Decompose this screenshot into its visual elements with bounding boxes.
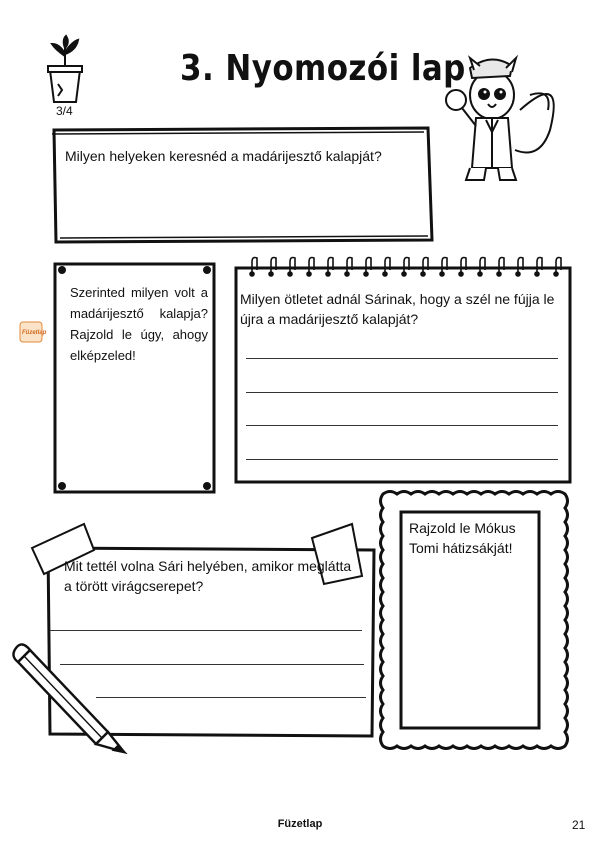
answer-line <box>246 358 558 359</box>
notebook-hole <box>326 272 330 276</box>
page-number: 21 <box>572 818 586 832</box>
notebook-hole <box>402 272 406 276</box>
logo-text: Füzetlap <box>22 330 47 336</box>
question-5: Rajzold le Mókus Tomi hátizsákját! <box>409 520 516 556</box>
notebook-hole <box>250 272 254 276</box>
notebook-hole <box>497 272 501 276</box>
notebook-hole <box>440 272 444 276</box>
notebook-hole <box>307 272 311 276</box>
question-1: Milyen helyeken keresnéd a madárijesztő kalapját? <box>65 148 382 164</box>
notebook-hole <box>554 272 558 276</box>
answer-line <box>96 697 366 698</box>
answer-line <box>60 664 364 665</box>
question-4: Mit tettél volna Sári helyében, amikor meglátta a törött virágcserepet? <box>64 558 352 594</box>
notebook-hole <box>478 272 482 276</box>
question-3: Milyen ötletet adnál Sárinak, hogy a szél ne fújja le újra a madárijesztő kalapját? <box>240 291 555 327</box>
notebook-hole <box>345 272 349 276</box>
notebook-hole <box>516 272 520 276</box>
notebook-hole <box>383 272 387 276</box>
footer-brand: Füzetlap <box>277 818 323 830</box>
notebook-hole <box>535 272 539 276</box>
plant-pot-icon <box>48 36 82 102</box>
answer-line <box>246 392 558 393</box>
answer-line <box>50 630 362 631</box>
pencil-icon <box>13 644 124 752</box>
notebook-hole <box>459 272 463 276</box>
page-title: 3. Nyomozói lap <box>180 48 466 89</box>
notebook-hole <box>421 272 425 276</box>
notebook-hole <box>288 272 292 276</box>
answer-line <box>246 425 558 426</box>
answer-line <box>246 459 558 460</box>
notebook-hole <box>269 272 273 276</box>
page-fraction: 3/4 <box>56 104 73 118</box>
notebook-hole <box>364 272 368 276</box>
question-2: Szerinted milyen volt a madárijesztő kalapja? Rajzold le úgy, ahogy elképzeled! <box>70 285 208 363</box>
